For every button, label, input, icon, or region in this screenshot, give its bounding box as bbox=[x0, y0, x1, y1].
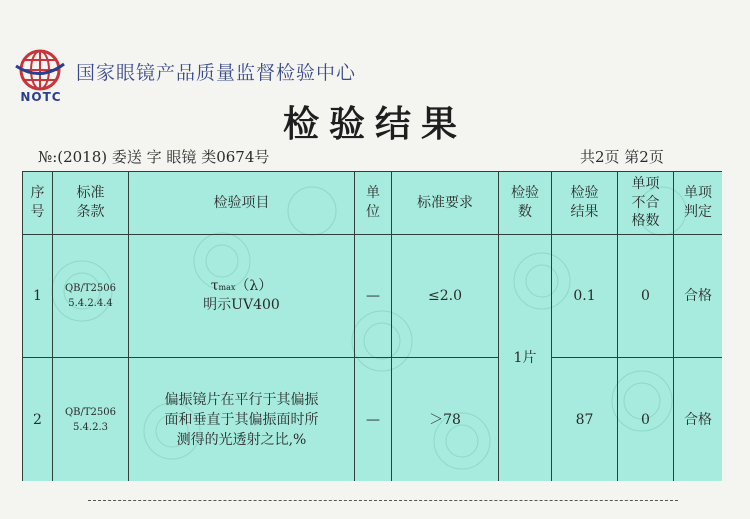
header-standard: 标准 条款 bbox=[53, 172, 129, 235]
row-fail: 0 bbox=[618, 358, 674, 482]
header-seq: 序 号 bbox=[23, 172, 53, 235]
table-row bbox=[23, 235, 723, 358]
row-seq: 2 bbox=[23, 358, 53, 482]
row-item: 偏振镜片在平行于其偏振 面和垂直于其偏振面时所 测得的光透射之比,% bbox=[129, 358, 355, 482]
row-judge: 合格 bbox=[674, 235, 723, 358]
row-item: τmax（λ） 明示UV400 bbox=[129, 235, 355, 358]
row-unit: — bbox=[355, 235, 392, 358]
row-result: 0.1 bbox=[552, 235, 618, 358]
document-number: №:(2018) 委送 字 眼镜 类0674号 bbox=[38, 148, 270, 166]
header-requirement: 标准要求 bbox=[392, 172, 499, 235]
results-table bbox=[22, 171, 722, 481]
table-header-row bbox=[23, 172, 723, 235]
header-unit: 单 位 bbox=[355, 172, 392, 235]
row-seq: 1 bbox=[23, 235, 53, 358]
row-fail: 0 bbox=[618, 235, 674, 358]
row-standard: QB/T2506 5.4.2.4.4 bbox=[53, 235, 129, 358]
sample-count: 1片 bbox=[499, 235, 552, 482]
page-title: 检验结果 bbox=[282, 103, 467, 145]
logo-text: NOTC bbox=[20, 90, 62, 104]
header-count: 检验 数 bbox=[499, 172, 552, 235]
results-table-wrapper bbox=[22, 171, 722, 481]
row-unit: — bbox=[355, 358, 392, 482]
row-result: 87 bbox=[552, 358, 618, 482]
header-judge: 单项 判定 bbox=[674, 172, 723, 235]
header-fail: 单项 不合 格数 bbox=[618, 172, 674, 235]
header-item: 检验项目 bbox=[129, 172, 355, 235]
end-dashed-line bbox=[88, 500, 678, 501]
page-info: 共2页 第2页 bbox=[580, 148, 664, 166]
row-standard: QB/T2506 5.4.2.3 bbox=[53, 358, 129, 482]
row-requirement: ≤2.0 bbox=[392, 235, 499, 358]
header-result: 检验 结果 bbox=[552, 172, 618, 235]
org-name: 国家眼镜产品质量监督检验中心 bbox=[76, 62, 357, 84]
table-row bbox=[23, 358, 723, 482]
row-requirement: ＞78 bbox=[392, 358, 499, 482]
row-judge: 合格 bbox=[674, 358, 723, 482]
